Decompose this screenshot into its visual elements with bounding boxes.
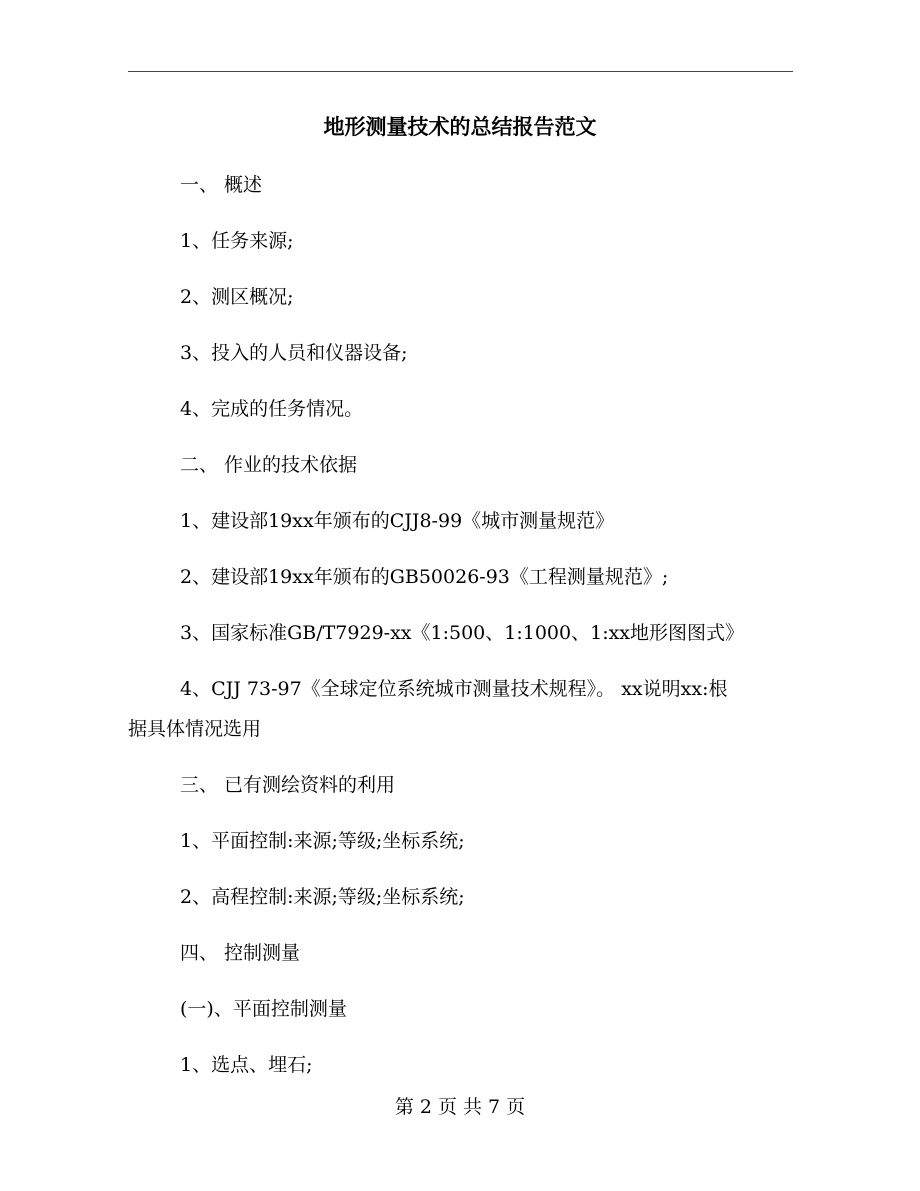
paragraph-line: 4、CJJ 73-97《全球定位系统城市测量技术规程》。 xx说明xx:根 [180, 678, 728, 700]
subsection-heading-plane-control: (一)、平面控制测量 [180, 998, 347, 1020]
paragraph-line: 1、平面控制:来源;等级;坐标系统; [180, 830, 465, 852]
section-heading-control-survey: 四、 控制测量 [180, 942, 301, 964]
paragraph-line: 3、国家标准GB/T7929-xx《1:500、1:1000、1:xx地形图图式》 [180, 622, 745, 644]
paragraph-line: 2、测区概况; [180, 286, 294, 308]
paragraph-line: 2、高程控制:来源;等级;坐标系统; [180, 886, 465, 908]
page-number-footer: 第 2 页 共 7 页 [394, 1096, 526, 1118]
document-title: 地形测量技术的总结报告范文 [323, 114, 597, 139]
section-heading-overview: 一、 概述 [180, 174, 263, 196]
paragraph-line-continued: 据具体情况选用 [128, 718, 262, 740]
paragraph-line: 2、建设部19xx年颁布的GB50026-93《工程测量规范》; [180, 566, 669, 588]
paragraph-line: 3、投入的人员和仪器设备; [180, 342, 408, 364]
header-rule [128, 71, 793, 72]
paragraph-line: 4、完成的任务情况。 [180, 398, 364, 420]
section-heading-existing-data: 三、 已有测绘资料的利用 [180, 774, 396, 796]
paragraph-line: 1、建设部19xx年颁布的CJJ8-99《城市测量规范》 [180, 510, 615, 532]
section-heading-technical-basis: 二、 作业的技术依据 [180, 454, 358, 476]
paragraph-line: 1、选点、埋石; [180, 1054, 313, 1076]
paragraph-line: 1、任务来源; [180, 230, 294, 252]
